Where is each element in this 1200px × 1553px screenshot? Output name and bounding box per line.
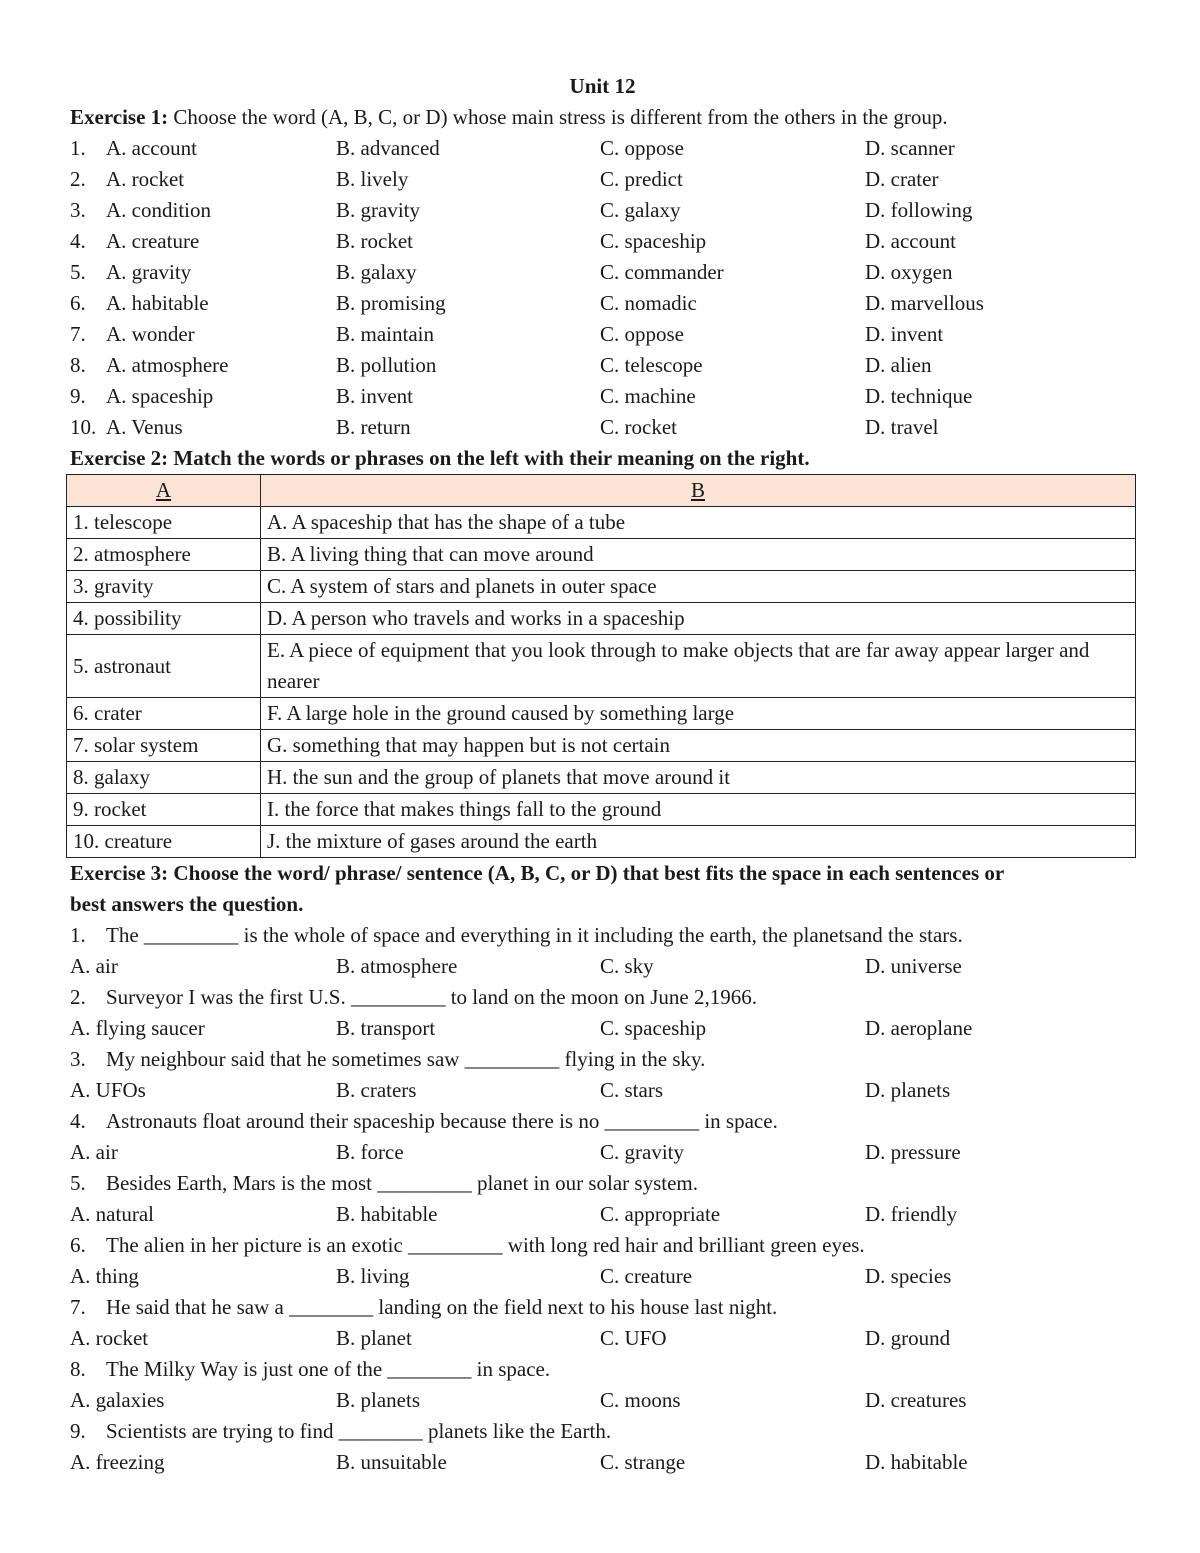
page-title: Unit 12 (569, 74, 636, 98)
option-d: D. travel (865, 415, 939, 439)
option-c: C. machine (600, 384, 696, 408)
option-a: A. Venus (106, 415, 183, 439)
question-text: My neighbour said that he sometimes saw _________ flying in the sky. (106, 1047, 706, 1071)
option-a: A. freezing (70, 1450, 165, 1474)
option-b: B. atmosphere (336, 954, 458, 978)
option-b: B. craters (336, 1078, 417, 1102)
exercise-1-item (70, 257, 1135, 288)
option-a: A. air (70, 1140, 118, 1164)
exercise-3-heading-line-2: best answers the question. (70, 892, 304, 916)
matching-table (66, 474, 1136, 858)
option-d: D. universe (865, 954, 962, 978)
option-a: A. natural (70, 1202, 154, 1226)
question-number: 3. (70, 1047, 86, 1071)
option-a: A. galaxies (70, 1388, 165, 1412)
exercise-3-options (70, 1323, 1135, 1354)
option-b: B. living (336, 1264, 410, 1288)
term-cell: 7. solar system (67, 730, 261, 762)
option-c: C. appropriate (600, 1202, 721, 1226)
exercise-3-question (70, 1292, 1135, 1323)
definition-cell: C. A system of stars and planets in outer space (261, 571, 1136, 603)
option-b: B. pollution (336, 353, 437, 377)
item-number: 5. (70, 260, 86, 284)
option-c: C. galaxy (600, 198, 681, 222)
exercise-3-options (70, 1075, 1135, 1106)
column-b-header: B (261, 475, 1136, 507)
option-a: A. gravity (106, 260, 192, 284)
matching-table-row (67, 507, 1136, 539)
matching-table-row (67, 794, 1136, 826)
option-d: D. friendly (865, 1202, 958, 1226)
option-c: C. predict (600, 167, 683, 191)
option-d: D. species (865, 1264, 952, 1288)
exercise-1-item (70, 164, 1135, 195)
question-number: 9. (70, 1419, 86, 1443)
question-number: 7. (70, 1295, 86, 1319)
matching-table-row (67, 635, 1136, 698)
exercise-1-item (70, 133, 1135, 164)
item-number: 6. (70, 291, 86, 315)
exercise-3-options (70, 1261, 1135, 1292)
option-c: C. spaceship (600, 1016, 707, 1040)
term-cell: 5. astronaut (67, 635, 261, 698)
exercise-3-options (70, 1013, 1135, 1044)
definition-cell: E. A piece of equipment that you look through to make objects that are far away appear larger and nearer (261, 635, 1136, 698)
exercise-3-question (70, 1416, 1135, 1447)
exercise-1-instruction: Choose the word (A, B, C, or D) whose main stress is different from the others in the group. (168, 105, 948, 129)
option-d: D. alien (865, 353, 932, 377)
option-b: B. lively (336, 167, 409, 191)
exercise-3-question (70, 982, 1135, 1013)
option-d: D. invent (865, 322, 944, 346)
option-a: A. flying saucer (70, 1016, 205, 1040)
exercise-1-item (70, 350, 1135, 381)
exercise-1-item (70, 381, 1135, 412)
option-a: A. air (70, 954, 118, 978)
option-d: D. technique (865, 384, 973, 408)
exercise-1-item (70, 319, 1135, 350)
exercise-3-options (70, 1385, 1135, 1416)
definition-cell: G. something that may happen but is not certain (261, 730, 1136, 762)
definition-cell: F. A large hole in the ground caused by something large (261, 698, 1136, 730)
option-b: B. unsuitable (336, 1450, 447, 1474)
term-cell: 3. gravity (67, 571, 261, 603)
option-d: D. planets (865, 1078, 951, 1102)
option-b: B. planets (336, 1388, 420, 1412)
term-cell: 10. creature (67, 826, 261, 858)
option-c: C. strange (600, 1450, 686, 1474)
exercise-3-question (70, 1044, 1135, 1075)
option-a: A. rocket (70, 1326, 149, 1350)
option-c: C. telescope (600, 353, 703, 377)
exercise-3-list (70, 920, 1135, 1478)
option-b: B. promising (336, 291, 446, 315)
item-number: 8. (70, 353, 86, 377)
option-c: C. stars (600, 1078, 663, 1102)
option-a: A. account (106, 136, 197, 160)
matching-table-row (67, 698, 1136, 730)
option-c: C. commander (600, 260, 724, 284)
definition-cell: I. the force that makes things fall to the ground (261, 794, 1136, 826)
option-b: B. rocket (336, 229, 413, 253)
term-cell: 4. possibility (67, 603, 261, 635)
question-text: The Milky Way is just one of the ________ in space. (106, 1357, 551, 1381)
definition-cell: H. the sun and the group of planets that move around it (261, 762, 1136, 794)
option-b: B. transport (336, 1016, 436, 1040)
option-d: D. marvellous (865, 291, 984, 315)
term-cell: 6. crater (67, 698, 261, 730)
definition-cell: B. A living thing that can move around (261, 539, 1136, 571)
option-d: D. aeroplane (865, 1016, 973, 1040)
term-cell: 8. galaxy (67, 762, 261, 794)
exercise-3-heading-line-1: Exercise 3: Choose the word/ phrase/ sentence (A, B, C, or D) that best fits the space in each sentences or (70, 861, 1005, 885)
item-number: 9. (70, 384, 86, 408)
definition-cell: A. A spaceship that has the shape of a tube (261, 507, 1136, 539)
exercise-1-item (70, 226, 1135, 257)
option-c: C. UFO (600, 1326, 667, 1350)
question-number: 1. (70, 923, 86, 947)
option-d: D. following (865, 198, 973, 222)
item-number: 10. (70, 415, 97, 439)
exercise-3-question (70, 1106, 1135, 1137)
exercise-3-options (70, 1447, 1135, 1478)
option-c: C. oppose (600, 322, 684, 346)
option-d: D. crater (865, 167, 939, 191)
option-c: C. rocket (600, 415, 677, 439)
item-number: 4. (70, 229, 86, 253)
option-a: A. wonder (106, 322, 195, 346)
question-text: Scientists are trying to find ________ planets like the Earth. (106, 1419, 612, 1443)
matching-table-row (67, 730, 1136, 762)
matching-table-header (67, 475, 1136, 507)
question-text: The alien in her picture is an exotic _________ with long red hair and brilliant green eyes. (106, 1233, 865, 1257)
option-a: A. creature (106, 229, 200, 253)
option-a: A. spaceship (106, 384, 214, 408)
option-a: A. rocket (106, 167, 185, 191)
exercise-3-options (70, 1137, 1135, 1168)
item-number: 7. (70, 322, 86, 346)
question-number: 4. (70, 1109, 86, 1133)
exercise-2-heading: Exercise 2: Match the words or phrases on the left with their meaning on the right. (70, 446, 810, 470)
option-c: C. nomadic (600, 291, 697, 315)
option-c: C. moons (600, 1388, 681, 1412)
option-a: A. thing (70, 1264, 139, 1288)
question-text: Astronauts float around their spaceship because there is no _________ in space. (106, 1109, 778, 1133)
term-cell: 2. atmosphere (67, 539, 261, 571)
question-text: Besides Earth, Mars is the most _________ planet in our solar system. (106, 1171, 699, 1195)
exercise-3-question (70, 1354, 1135, 1385)
option-a: A. atmosphere (106, 353, 229, 377)
option-a: A. UFOs (70, 1078, 146, 1102)
question-number: 5. (70, 1171, 86, 1195)
option-a: A. condition (106, 198, 211, 222)
option-b: B. galaxy (336, 260, 417, 284)
question-number: 2. (70, 985, 86, 1009)
option-b: B. planet (336, 1326, 412, 1350)
exercise-1-label: Exercise 1: (70, 105, 169, 129)
option-b: B. gravity (336, 198, 420, 222)
option-c: C. oppose (600, 136, 684, 160)
option-d: D. account (865, 229, 956, 253)
item-number: 2. (70, 167, 86, 191)
exercise-1-heading (70, 102, 1135, 133)
option-d: D. scanner (865, 136, 955, 160)
item-number: 3. (70, 198, 86, 222)
question-text: The _________ is the whole of space and everything in it including the earth, the planetsand the stars. (106, 923, 963, 947)
matching-table-row (67, 762, 1136, 794)
worksheet-page (70, 71, 1135, 1478)
option-c: C. gravity (600, 1140, 684, 1164)
option-c: C. creature (600, 1264, 693, 1288)
option-b: B. habitable (336, 1202, 438, 1226)
option-d: D. creatures (865, 1388, 967, 1412)
option-d: D. ground (865, 1326, 951, 1350)
option-a: A. habitable (106, 291, 209, 315)
exercise-3-options (70, 1199, 1135, 1230)
exercise-1-item (70, 288, 1135, 319)
definition-cell: J. the mixture of gases around the earth (261, 826, 1136, 858)
option-b: B. force (336, 1140, 404, 1164)
option-b: B. advanced (336, 136, 440, 160)
column-a-header: A (67, 475, 261, 507)
matching-table-row (67, 826, 1136, 858)
exercise-1-list (70, 133, 1135, 443)
exercise-3-question (70, 920, 1135, 951)
exercise-3-question (70, 1230, 1135, 1261)
option-b: B. return (336, 415, 411, 439)
matching-table-row (67, 539, 1136, 571)
term-cell: 9. rocket (67, 794, 261, 826)
option-c: C. spaceship (600, 229, 707, 253)
option-b: B. invent (336, 384, 413, 408)
question-text: Surveyor I was the first U.S. _________ to land on the moon on June 2,1966. (106, 985, 757, 1009)
exercise-3-question (70, 1168, 1135, 1199)
option-d: D. pressure (865, 1140, 961, 1164)
question-text: He said that he saw a ________ landing on the field next to his house last night. (106, 1295, 778, 1319)
matching-table-row (67, 571, 1136, 603)
option-d: D. habitable (865, 1450, 968, 1474)
option-b: B. maintain (336, 322, 434, 346)
exercise-3-options (70, 951, 1135, 982)
option-c: C. sky (600, 954, 654, 978)
matching-table-row (67, 603, 1136, 635)
term-cell: 1. telescope (67, 507, 261, 539)
item-number: 1. (70, 136, 86, 160)
exercise-1-item (70, 412, 1135, 443)
question-number: 8. (70, 1357, 86, 1381)
question-number: 6. (70, 1233, 86, 1257)
option-d: D. oxygen (865, 260, 953, 284)
exercise-1-item (70, 195, 1135, 226)
definition-cell: D. A person who travels and works in a spaceship (261, 603, 1136, 635)
